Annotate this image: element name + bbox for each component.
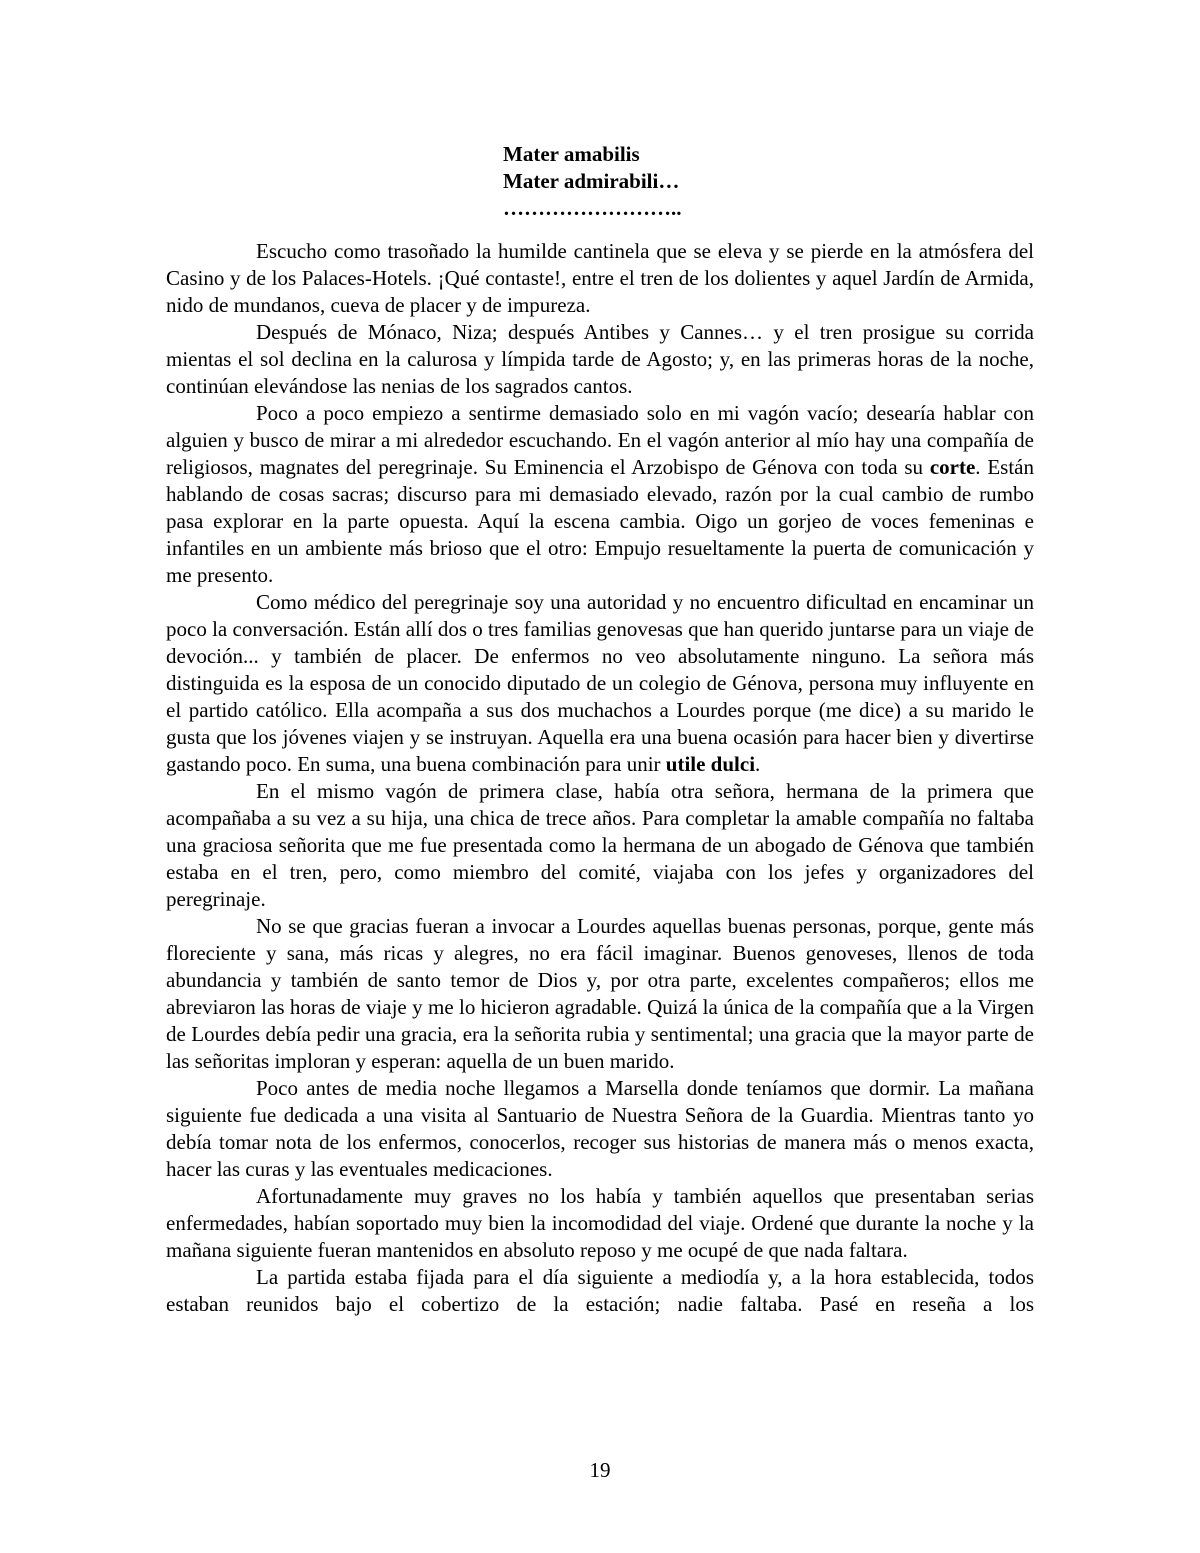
paragraph-text: . Están hablando de cosas sacras; discurso para mi demasiado elevado, razón por la cual cambio de rumbo pasa explorar en la parte opuesta. Aquí la escena cambia. Oigo un gorjeo de voces femeninas e infantiles en un ambiente más brioso que el otro: Empujo resueltamente la puerta de comunicación y me presento. — [166, 455, 1034, 587]
verse-heading — [503, 141, 682, 222]
paragraph: En el mismo vagón de primera clase, había otra señora, hermana de la primera que acompañaba a su vez a su hija, una chica de trece años. Para completar la amable compañía no faltaba una graciosa señorita que me fue presentada como la hermana de un abogado de Génova que también estaba en el tren, pero, como miembro del comité, viajaba con los jefes y organizadores del peregrinaje. — [166, 779, 1034, 911]
paragraph: Afortunadamente muy graves no los había y también aquellos que presentaban serias enfermedades, habían soportado muy bien la incomodidad del viaje. Ordené que durante la noche y la mañana siguiente fueran mantenidos en absoluto reposo y me ocupé de que nada faltara. — [166, 1184, 1034, 1262]
body-text — [166, 238, 1034, 1318]
paragraph: Escucho como trasoñado la humilde cantinela que se eleva y se pierde en la atmósfera del Casino y de los Palaces-Hotels. ¡Qué contaste!, entre el tren de los dolientes y aquel Jardín de Armida, nido de mundanos, cueva de placer y de impureza. — [166, 239, 1034, 317]
bold-term: corte — [929, 455, 976, 479]
verse-line-1: Mater amabilis — [503, 142, 640, 166]
paragraph-text: . — [755, 752, 761, 776]
paragraph: Poco antes de media noche llegamos a Marsella donde teníamos que dormir. La mañana siguiente fue dedicada a una visita al Santuario de Nuestra Señora de la Guardia. Mientras tanto yo debía tomar nota de los enfermos, conocerlos, recoger sus historias de manera más o menos exacta, hacer las curas y las eventuales medicaciones. — [166, 1076, 1034, 1181]
paragraph: Después de Mónaco, Niza; después Antibes y Cannes… y el tren prosigue su corrida mientas el sol declina en la calurosa y límpida tarde de Agosto; y, en las primeras horas de la noche, continúan elevándose las nenias de los sagrados cantos. — [166, 320, 1034, 398]
verse-line-2: Mater admirabili… — [503, 169, 680, 193]
paragraph: No se que gracias fueran a invocar a Lourdes aquellas buenas personas, porque, gente más floreciente y sana, más ricas y alegres, no era fácil imaginar. Buenos genoveses, llenos de toda abundancia y también de santo temor de Dios y, por otra parte, excelentes compañeros; ellos me abreviaron las horas de viaje y me lo hicieron agradable. Quizá la única de la compañía que a la Virgen de Lourdes debía pedir una gracia, era la señorita rubia y sentimental; una gracia que la mayor parte de las señoritas imploran y esperan: aquella de un buen marido. — [166, 914, 1034, 1073]
paragraph — [166, 400, 1034, 589]
bold-term: utile dulci — [665, 752, 756, 776]
paragraph-text: Como médico del peregrinaje soy una autoridad y no encuentro dificultad en encaminar un poco la conversación. Están allí dos o tres familias genovesas que han querido juntarse para un viaje de devoción... y también de placer. De enfermos no veo absolutamente ninguno. La señora más distinguida es la esposa de un conocido diputado de un colegio de Génova, persona muy influyente en el partido católico. Ella acompaña a sus dos muchachos a Lourdes porque (me dice) a su marido le gusta que los jóvenes viajen y se instruyan. Aquella era una buena ocasión para hacer bien y divertirse gastando poco. En suma, una buena combinación para unir — [166, 590, 1034, 776]
paragraph: La partida estaba fijada para el día siguiente a mediodía y, a la hora establecida, todos estaban reunidos bajo el cobertizo de la estación; nadie faltaba. Pasé en reseña a los — [166, 1265, 1034, 1316]
paragraph-text: Poco a poco empiezo a sentirme demasiado solo en mi vagón vacío; desearía hablar con alguien y busco de mirar a mi alrededor escuchando. En el vagón anterior al mío hay una compañía de religiosos, magnates del peregrinaje. Su Eminencia el Arzobispo de Génova con toda su — [166, 401, 1034, 479]
paragraph — [166, 589, 1034, 778]
page-number: 19 — [589, 1458, 611, 1482]
verse-ellipsis-line: …………………….. — [503, 196, 682, 220]
